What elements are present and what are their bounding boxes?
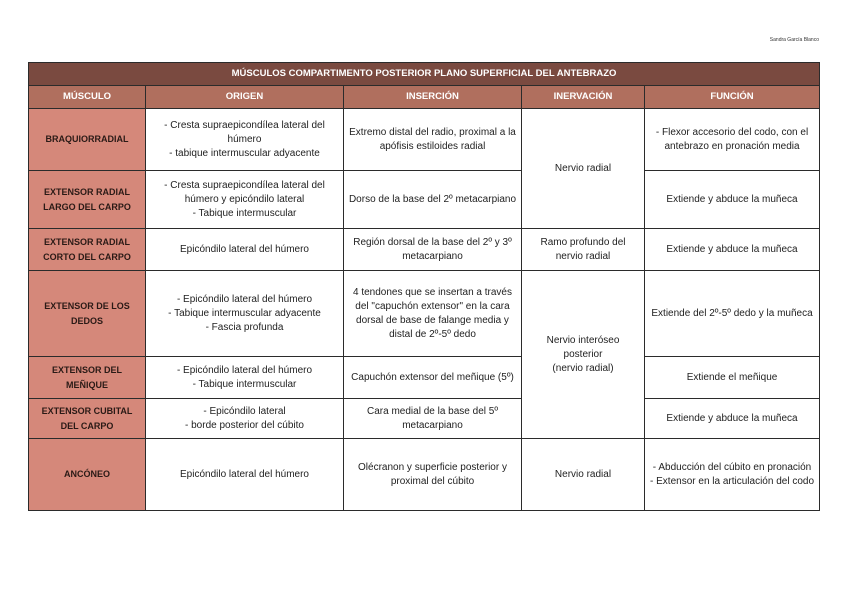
- header-inervacion: INERVACIÓN: [522, 86, 645, 109]
- table-title: MÚSCULOS COMPARTIMENTO POSTERIOR PLANO SUPERFICIAL DEL ANTEBRAZO: [29, 63, 820, 86]
- muscle-cell: [29, 357, 146, 399]
- origin-cell: [146, 229, 344, 271]
- innervation-cell: [522, 229, 645, 271]
- origin-cell: [146, 109, 344, 171]
- function-cell: [645, 171, 820, 229]
- muscle-name: BRAQUIORRADIAL: [45, 134, 129, 144]
- innervation-text: Nervio interóseo posterior: [546, 334, 620, 360]
- origin-line: - Tabique intermuscular adyacente: [168, 307, 321, 319]
- insertion-text: Olécranon y superficie posterior y proximal del cúbito: [358, 461, 507, 487]
- function-text: - Abducción del cúbito en pronación: [652, 461, 812, 473]
- muscle-name: EXTENSOR CUBITAL DEL CARPO: [41, 405, 133, 431]
- innervation-cell: [522, 109, 645, 229]
- origin-line: Epicóndilo lateral del húmero: [180, 243, 309, 255]
- function-text: - Flexor accesorio del codo, con el antebrazo en pronación media: [655, 126, 809, 152]
- muscle-name: EXTENSOR RADIAL CORTO DEL CARPO: [43, 236, 131, 262]
- header-insercion: INSERCIÓN: [344, 86, 522, 109]
- table-header-row: [29, 86, 820, 109]
- origin-cell: [146, 357, 344, 399]
- table-row: [29, 439, 820, 511]
- header-funcion: FUNCIÓN: [645, 86, 820, 109]
- muscle-cell: [29, 271, 146, 357]
- origin-line: Epicóndilo lateral del húmero: [180, 468, 309, 480]
- header-musculo: MÚSCULO: [29, 86, 146, 109]
- author-name: Sandra García Blanco: [769, 37, 819, 43]
- muscles-table: [28, 62, 820, 511]
- origin-line: - Tabique intermuscular: [192, 207, 297, 219]
- insertion-cell: [344, 171, 522, 229]
- origin-line: - Epicóndilo lateral del húmero: [176, 364, 313, 376]
- origin-cell: [146, 271, 344, 357]
- function-cell: [645, 229, 820, 271]
- table-row: [29, 399, 820, 439]
- innervation-text: (nervio radial): [552, 362, 614, 374]
- muscle-name: ANCÓNEO: [63, 469, 110, 479]
- origin-cell: [146, 171, 344, 229]
- muscle-name: EXTENSOR RADIAL LARGO DEL CARPO: [43, 186, 131, 212]
- function-cell: [645, 439, 820, 511]
- muscle-cell: [29, 229, 146, 271]
- origin-line: - Cresta supraepicondílea lateral del húmero y epicóndilo lateral: [164, 179, 325, 205]
- insertion-text: Extremo distal del radio, proximal a la apófisis estiloides radial: [349, 126, 516, 152]
- table-row: [29, 271, 820, 357]
- muscle-cell: [29, 399, 146, 439]
- function-text: Extiende el meñique: [686, 371, 778, 383]
- insertion-cell: [344, 357, 522, 399]
- function-text: Extiende y abduce la muñeca: [666, 193, 798, 205]
- function-cell: [645, 109, 820, 171]
- origin-line: - Epicóndilo lateral del húmero: [176, 293, 313, 305]
- table-title-row: [29, 63, 820, 86]
- insertion-cell: [344, 439, 522, 511]
- origin-line: - Epicóndilo lateral: [203, 405, 286, 417]
- function-cell: [645, 399, 820, 439]
- function-text: Extiende y abduce la muñeca: [666, 243, 798, 255]
- function-text: Extiende y abduce la muñeca: [666, 412, 798, 424]
- origin-line: - tabique intermuscular adyacente: [169, 147, 320, 159]
- header-origen: ORIGEN: [146, 86, 344, 109]
- innervation-text: Nervio radial: [554, 468, 612, 480]
- muscle-name: EXTENSOR DEL MEÑIQUE: [51, 364, 122, 390]
- insertion-cell: [344, 271, 522, 357]
- muscle-name: EXTENSOR DE LOS DEDOS: [44, 300, 130, 326]
- innervation-cell: [522, 439, 645, 511]
- insertion-text: 4 tendones que se insertan a través del "capuchón extensor" en la cara dorsal de base de falange media y distal de 2º-5º dedo: [353, 286, 512, 340]
- table-row: [29, 229, 820, 271]
- insertion-text: Dorso de la base del 2º metacarpiano: [348, 193, 517, 205]
- function-cell: [645, 271, 820, 357]
- table-row: [29, 109, 820, 171]
- origin-cell: [146, 399, 344, 439]
- muscle-cell: [29, 109, 146, 171]
- innervation-text: Nervio radial: [554, 162, 612, 174]
- origin-line: - Fascia profunda: [205, 321, 284, 333]
- insertion-cell: [344, 399, 522, 439]
- insertion-text: Capuchón extensor del meñique (5º): [351, 371, 514, 383]
- table-row: [29, 171, 820, 229]
- innervation-text: Ramo profundo del nervio radial: [540, 236, 626, 262]
- table-row: [29, 357, 820, 399]
- insertion-text: Cara medial de la base del 5º metacarpiano: [367, 405, 498, 431]
- muscle-cell: [29, 171, 146, 229]
- origin-line: - borde posterior del cúbito: [185, 419, 304, 431]
- insertion-cell: [344, 109, 522, 171]
- function-text: - Extensor en la articulación del codo: [650, 475, 815, 487]
- origin-line: - Tabique intermuscular: [192, 378, 297, 390]
- function-text: Extiende del 2º-5º dedo y la muñeca: [651, 307, 813, 319]
- muscle-cell: [29, 439, 146, 511]
- insertion-cell: [344, 229, 522, 271]
- insertion-text: Región dorsal de la base del 2º y 3º metacarpiano: [353, 236, 512, 262]
- origin-line: - Cresta supraepicondílea lateral del húmero: [164, 119, 325, 145]
- function-cell: [645, 357, 820, 399]
- innervation-cell: [522, 271, 645, 439]
- origin-cell: [146, 439, 344, 511]
